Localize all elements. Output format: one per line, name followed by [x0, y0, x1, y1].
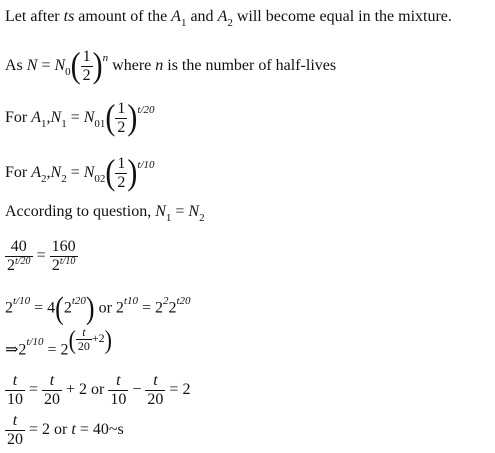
paren-open: ( [105, 97, 116, 138]
text: + 2 or [62, 380, 109, 398]
text: As [5, 56, 27, 74]
fraction [108, 372, 128, 408]
numerator: 1 [82, 48, 91, 65]
fraction [81, 48, 93, 84]
subscript: 0 [65, 65, 71, 78]
denominator: 2 [117, 173, 126, 191]
text: where [108, 56, 156, 74]
paren-open: ( [55, 291, 64, 326]
denominator: 2 [117, 118, 126, 136]
subscript: 2 [61, 172, 67, 185]
numerator: t [5, 412, 25, 431]
subscript: 1 [61, 117, 67, 130]
var-n: n [155, 56, 164, 74]
subscript: 01 [94, 117, 106, 130]
subscript: 2 [227, 17, 233, 29]
paren-close: ) [104, 324, 112, 355]
var-n: N [155, 203, 166, 220]
line-7 [5, 291, 191, 326]
base: 2 [18, 341, 27, 359]
text: will become equal in the mixture. [232, 8, 452, 25]
paren-open: ( [105, 152, 116, 193]
base: 2 [63, 299, 72, 317]
numerator: 1 [117, 155, 126, 172]
var-n0: N [83, 108, 95, 126]
paren-open: ( [68, 324, 76, 355]
numerator: t [5, 372, 25, 391]
base: 2 [168, 299, 177, 317]
exponent: 2 [162, 294, 169, 307]
text: and [186, 8, 218, 25]
subscript: 1 [180, 17, 187, 29]
fraction [145, 372, 165, 408]
paren-close: ) [127, 152, 138, 193]
paren-open: ( [70, 45, 81, 86]
text: amount of the [74, 8, 172, 25]
subscript: 2 [199, 212, 205, 224]
exponent: t20 [176, 294, 191, 307]
comma: , [46, 163, 51, 181]
var-n: N [26, 56, 38, 74]
fraction [50, 238, 78, 274]
minus: − [128, 380, 146, 398]
equals: = 2 [43, 341, 69, 359]
subscript: 2 [41, 172, 47, 185]
fraction [115, 100, 127, 136]
paren-close: ) [92, 45, 103, 86]
fraction [42, 372, 62, 408]
exponent: t10 [123, 294, 138, 307]
var-ts: ts [63, 8, 75, 25]
equals: = 2 [137, 299, 163, 317]
line-10 [5, 412, 124, 448]
equals: = [32, 246, 50, 264]
fraction [5, 238, 33, 274]
equals: = [66, 163, 84, 181]
line-2 [5, 45, 337, 86]
denominator: 2 [82, 66, 91, 84]
equals: = [37, 56, 55, 74]
var-n0: N [54, 56, 66, 74]
var-t: t [71, 420, 76, 438]
implies-arrow: ⇒ [5, 341, 19, 359]
base: 2 [7, 256, 15, 274]
numerator: t [42, 372, 62, 391]
var-n: N [50, 108, 62, 126]
var-n: N [188, 203, 200, 220]
line-5 [5, 203, 205, 224]
exponent: t/10 [59, 255, 76, 267]
equals: = [66, 108, 84, 126]
var-a: A [217, 8, 228, 25]
text: or [94, 299, 116, 317]
numerator: t [145, 372, 165, 391]
var-a: A [171, 8, 181, 25]
exponent: t/10 [26, 336, 44, 349]
paren-close: ) [85, 291, 95, 326]
text: +2 [91, 331, 105, 346]
denominator [5, 257, 33, 275]
text: For [5, 163, 32, 181]
line-8 [5, 324, 112, 365]
subscript: 1 [165, 212, 172, 224]
fraction [76, 326, 92, 353]
exponent: n [102, 51, 109, 64]
var-n: N [50, 163, 62, 181]
numerator: 160 [51, 238, 76, 255]
var-a: A [31, 163, 42, 181]
numerator: 40 [5, 238, 33, 257]
numerator: t [108, 372, 128, 391]
var-a: A [31, 108, 42, 126]
equals: = [171, 203, 189, 220]
fraction [5, 412, 25, 448]
denominator [50, 257, 78, 275]
line-3 [5, 97, 155, 138]
text: According to question, [5, 203, 156, 220]
denominator: 20 [44, 390, 61, 408]
text: = 2 [165, 380, 191, 398]
text: For [5, 108, 32, 126]
denominator: 20 [77, 339, 90, 354]
denominator: 20 [147, 390, 164, 408]
base: 2 [115, 299, 124, 317]
fraction [115, 155, 127, 191]
text: Let after [5, 8, 64, 25]
line-1 [5, 8, 452, 29]
fraction [5, 372, 25, 408]
comma: , [46, 108, 51, 126]
denominator: 10 [7, 390, 23, 408]
denominator: 20 [7, 430, 23, 448]
exponent: t20 [71, 294, 86, 307]
equals: = [25, 380, 43, 398]
equals: = 4 [30, 299, 56, 317]
exponent: t/20 [137, 103, 155, 116]
text: = 2 or [25, 420, 72, 438]
subscript: 02 [94, 172, 106, 185]
line-6 [5, 238, 78, 274]
exponent: t/20 [15, 255, 31, 267]
subscript: 1 [41, 117, 47, 130]
numerator: 1 [117, 100, 126, 117]
paren-close: ) [127, 97, 138, 138]
line-4 [5, 152, 155, 193]
exponent-group [68, 324, 112, 355]
text: = 40~s [75, 420, 124, 438]
denominator: 10 [110, 390, 127, 408]
line-9 [5, 372, 190, 408]
var-n0: N [83, 163, 95, 181]
exponent: t/10 [137, 158, 155, 171]
base: 2 [5, 299, 13, 317]
text: is the number of half-lives [163, 56, 337, 74]
base: 2 [51, 256, 60, 274]
numerator: t [76, 326, 92, 340]
exponent: t/10 [13, 294, 31, 307]
